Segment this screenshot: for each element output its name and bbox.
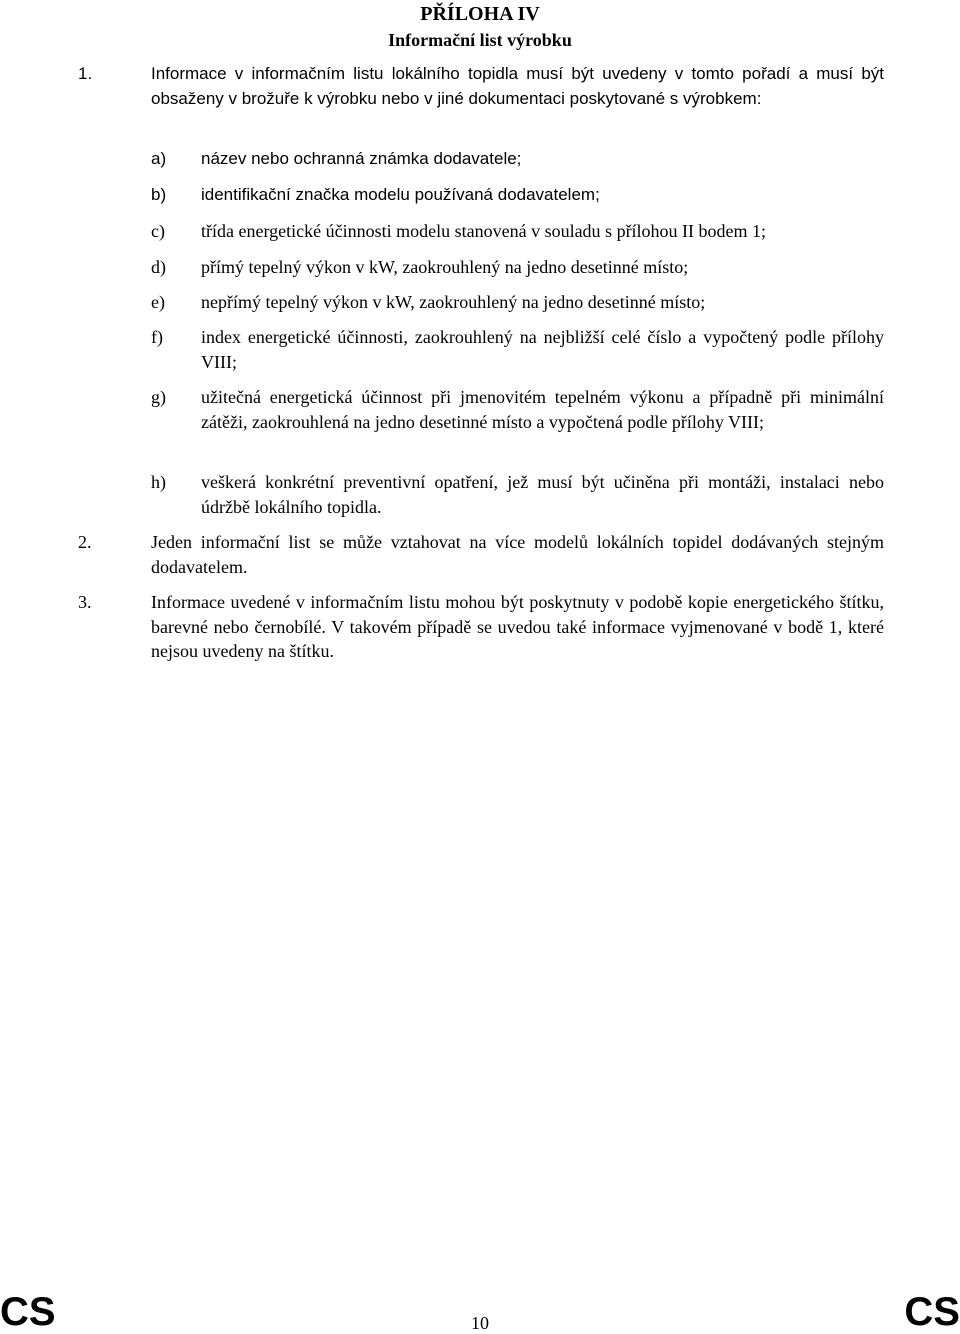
item-text: třída energetické účinnosti modelu stanovená v souladu s přílohou II bodem 1; bbox=[201, 221, 767, 241]
annex-title: PŘÍLOHA IV bbox=[420, 3, 540, 25]
paragraph-number: 3. bbox=[78, 592, 92, 612]
item-label: b) bbox=[151, 185, 167, 204]
paragraph-text: Informace uvedené v informačním listu mohou být poskytnuty v podobě kopie energetického štítku, barevné nebo černobílé. V takovém případě se uvedou také informace vyjmenované v bodě 1, které nejsou uvedeny na štítku. bbox=[151, 592, 884, 661]
item-text: přímý tepelný výkon v kW, zaokrouhlený na jedno desetinné místo; bbox=[201, 257, 689, 277]
paragraph-text: Informace v informačním listu lokálního topidla musí být uvedeny v tomto pořadí a musí být obsaženy v brožuře k výrobku nebo v jiné dokumentaci poskytované s výrobkem: bbox=[151, 64, 884, 108]
page-number: 10 bbox=[471, 1313, 489, 1333]
item-text: název nebo ochranná známka dodavatele; bbox=[201, 149, 522, 168]
item-label: h) bbox=[151, 472, 166, 492]
paragraph-3 bbox=[78, 590, 884, 664]
paragraph-1 bbox=[78, 62, 884, 111]
item-text: veškerá konkrétní preventivní opatření, jež musí být učiněna při montáži, instalaci nebo údržbě lokálního topidla. bbox=[201, 472, 884, 517]
item-text: index energetické účinnosti, zaokrouhlený na nejbližší celé číslo a vypočtený podle přílohy VIII; bbox=[201, 327, 884, 372]
item-label: g) bbox=[151, 387, 166, 407]
paragraph-number: 1. bbox=[78, 64, 93, 83]
list-item-b bbox=[151, 183, 884, 208]
list-item-e bbox=[151, 290, 884, 315]
paragraph-text: Jeden informační list se může vztahovat na více modelů lokálních topidel dodávaných stejným dodavatelem. bbox=[151, 532, 884, 577]
list-item-c bbox=[151, 219, 884, 244]
item-text: nepřímý tepelný výkon v kW, zaokrouhlený na jedno desetinné místo; bbox=[201, 292, 706, 312]
item-text: identifikační značka modelu používaná dodavatelem; bbox=[201, 185, 600, 204]
list-item-h bbox=[151, 470, 884, 519]
document-title: Informační list výrobku bbox=[388, 30, 572, 50]
list-item-g bbox=[151, 385, 884, 434]
footer-language-left: CS bbox=[0, 1290, 56, 1334]
item-label: f) bbox=[151, 327, 163, 347]
paragraph-number: 2. bbox=[78, 532, 92, 552]
paragraph-2 bbox=[78, 530, 884, 579]
list-item-d bbox=[151, 255, 884, 280]
footer-language-right: CS bbox=[904, 1290, 960, 1334]
item-label: c) bbox=[151, 221, 165, 241]
item-label: a) bbox=[151, 149, 167, 168]
list-item-a bbox=[151, 147, 884, 172]
item-label: d) bbox=[151, 257, 166, 277]
item-text: užitečná energetická účinnost při jmenovitém tepelném výkonu a případně při minimální zátěži, zaokrouhlená na jedno desetinné místo a vypočtená podle přílohy VIII; bbox=[201, 387, 884, 432]
list-item-f bbox=[151, 325, 884, 374]
item-label: e) bbox=[151, 292, 165, 312]
